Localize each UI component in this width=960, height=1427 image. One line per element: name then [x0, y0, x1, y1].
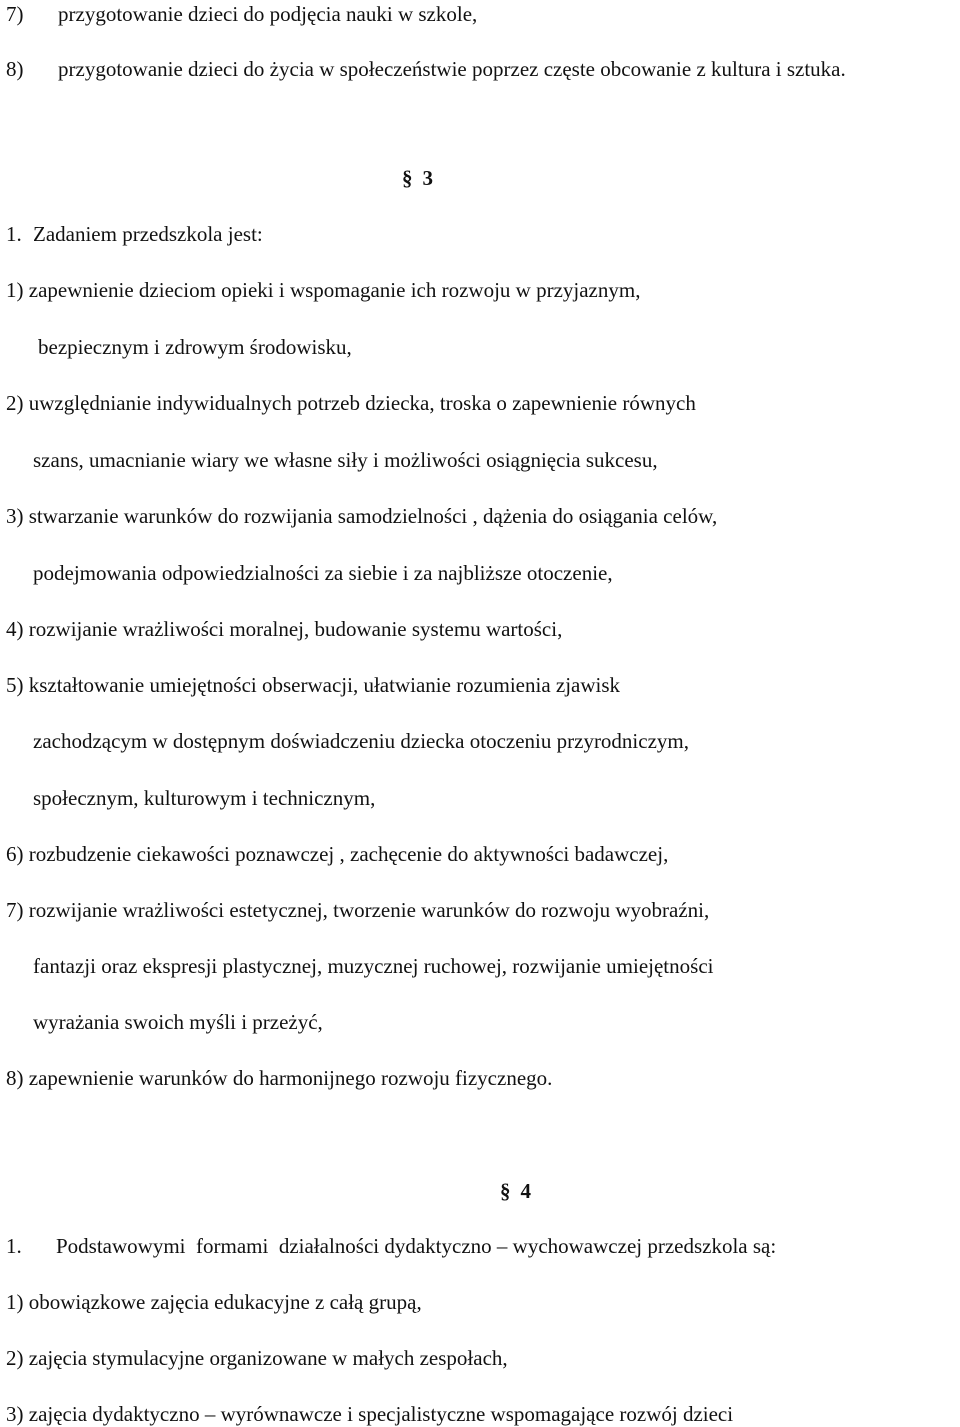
section-3-line: wyrażania swoich myśli i przeżyć,	[33, 1010, 323, 1034]
intro-item-7-number: 7)	[6, 2, 24, 26]
section-sign-icon: §	[402, 166, 413, 190]
section-sign-icon: §	[500, 1179, 511, 1203]
section-3-intro	[6, 222, 263, 246]
section-3-intro-number: 1.	[6, 222, 22, 246]
section-3-line: 5) kształtowanie umiejętności obserwacji, ułatwianie rozumienia zjawisk	[6, 673, 621, 697]
section-3-line: podejmowania odpowiedzialności za siebie i za najbliższe otoczenie,	[33, 561, 613, 585]
section-3-line: fantazji oraz ekspresji plastycznej, muzycznej ruchowej, rozwijanie umiejętności	[33, 954, 714, 978]
section-4-heading	[500, 1179, 531, 1203]
section-4-intro-number: 1.	[6, 1234, 22, 1258]
section-3-line: społecznym, kulturowym i technicznym,	[33, 786, 376, 810]
section-3-line: 4) rozwijanie wrażliwości moralnej, budowanie systemu wartości,	[6, 617, 563, 641]
section-4-line: 3) zajęcia dydaktyczno – wyrównawcze i specjalistyczne wspomagające rozwój dzieci	[6, 1402, 734, 1426]
section-3-intro-text: Zadaniem przedszkola jest:	[33, 222, 263, 246]
section-3-line: 8) zapewnienie warunków do harmonijnego rozwoju fizycznego.	[6, 1066, 553, 1090]
intro-item-7	[6, 2, 477, 26]
section-3-line: bezpiecznym i zdrowym środowisku,	[38, 335, 352, 359]
section-3-line: zachodzącym w dostępnym doświadczeniu dziecka otoczeniu przyrodniczym,	[33, 729, 689, 753]
intro-item-7-text: przygotowanie dzieci do podjęcia nauki w szkole,	[58, 2, 478, 26]
section-3-line: 2) uwzględnianie indywidualnych potrzeb dziecka, troska o zapewnienie równych	[6, 391, 696, 415]
section-4-line: 1) obowiązkowe zajęcia edukacyjne z całą grupą,	[6, 1290, 422, 1314]
intro-item-8-text: przygotowanie dzieci do życia w społeczeństwie poprzez częste obcowanie z kultura i sztuka.	[58, 57, 846, 81]
section-3-heading	[402, 166, 433, 190]
section-4-line: 2) zajęcia stymulacyjne organizowane w małych zespołach,	[6, 1346, 508, 1370]
section-3-line: 6) rozbudzenie ciekawości poznawczej , zachęcenie do aktywności badawczej,	[6, 842, 669, 866]
section-3-line: 7) rozwijanie wrażliwości estetycznej, tworzenie warunków do rozwoju wyobraźni,	[6, 898, 710, 922]
section-3-line: 3) stwarzanie warunków do rozwijania samodzielności , dążenia do osiągania celów,	[6, 504, 718, 528]
section-4-intro-text: Podstawowymi formami działalności dydaktyczno – wychowawczej przedszkola są:	[56, 1234, 777, 1258]
section-3-line: szans, umacnianie wiary we własne siły i możliwości osiągnięcia sukcesu,	[33, 448, 658, 472]
intro-item-8	[6, 57, 846, 81]
section-4-intro	[6, 1234, 776, 1258]
intro-item-8-number: 8)	[6, 57, 24, 81]
section-4-number: 4	[520, 1179, 531, 1203]
section-3-number: 3	[422, 166, 433, 190]
section-3-line: 1) zapewnienie dzieciom opieki i wspomaganie ich rozwoju w przyjaznym,	[6, 278, 641, 302]
